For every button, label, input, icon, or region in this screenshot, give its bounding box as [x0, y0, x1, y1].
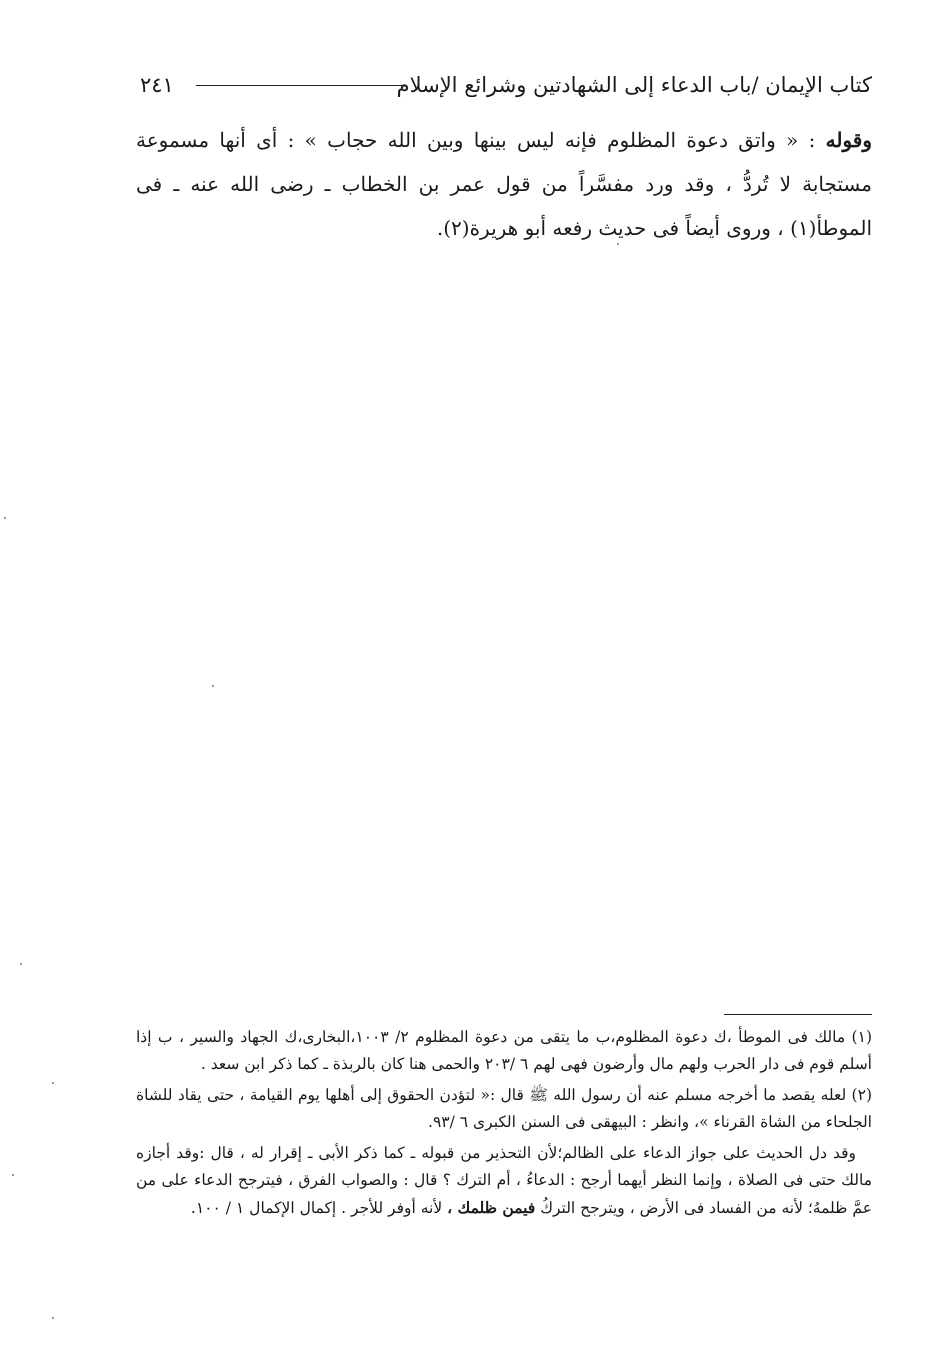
paragraph-text: : « واتق دعوة المظلوم فإنه ليس بينها وبين الله حجاب » : أى أنها مسموعة مستجابة لا تُردُّ ، وقد ورد مفسَّراً من قول عمر بن الخطاب ـ رضى الله عنه ـ فى الموطأ(١) ، وروى أيضاً فى حديث رفعه أبو هريرة(٢).: [136, 128, 872, 240]
scan-speck: [52, 1317, 54, 1319]
footnote-2-bold-phrase: فيمن ظلمك ،: [447, 1198, 536, 1217]
footnote-2: (٢) لعله يقصد ما أخرجه مسلم عنه أن رسول الله ﷺ قال :« لتؤدن الحقوق إلى أهلها يوم القيامة ، حتى يقاد للشاة الجلحاء من الشاة القرناء »، وانظر : البيهقى فى السنن الكبرى ٦ /٩٣.: [136, 1086, 872, 1131]
page-number: ٢٤١: [140, 73, 174, 97]
footnote-2-continuation: [136, 1140, 872, 1222]
scan-speck: [20, 963, 22, 965]
scan-speck: [12, 1174, 14, 1176]
scan-speck: [52, 1082, 54, 1084]
footnote-2-continuation-text: وقد دل الحديث على جواز الدعاء على الظالم؛لأن التحذير من قبوله ـ كما ذكر الأبى ـ إقرار له ، قال :وقد أجازه مالك حتى فى الصلاة ، وإنما النظر أيهما أرجح : الدعاءُ ، أم الترك ؟ قال : والصواب الفرق ، فيترجح الدعاء على من عمَّ ظلمهُ؛ لأنه من الفساد فى الأرض ، ويترجح التركُ: [136, 1144, 872, 1217]
footnote-2-continuation-end: لأنه أوفر للأجر . إكمال الإكمال ١ / ١٠٠.: [190, 1199, 443, 1217]
main-paragraph: [136, 118, 872, 250]
scan-speck: [212, 685, 214, 687]
footnote-1: (١) مالك فى الموطأ ،ك دعوة المظلوم،ب ما يتقى من دعوة المظلوم ٢/ ١٠٠٣،البخارى،ك الجهاد والسير ، ب إذا أسلم قوم فى دار الحرب ولهم مال وأرضون فهى لهم ٦ /٢٠٣ والحمى هنا كان بالربذة ـ كما ذكر ابن سعد .: [136, 1028, 872, 1073]
header-title: كتاب الإيمان /باب الدعاء إلى الشهادتين وشرائع الإسلام: [396, 73, 872, 97]
footnotes-section: [136, 1024, 872, 1222]
lead-word: وقوله: [825, 128, 872, 152]
footnote-separator: [724, 1014, 872, 1015]
header-rule: [196, 85, 406, 86]
running-header: [140, 68, 872, 104]
scan-speck: [4, 517, 6, 519]
scan-speck: [617, 243, 619, 245]
